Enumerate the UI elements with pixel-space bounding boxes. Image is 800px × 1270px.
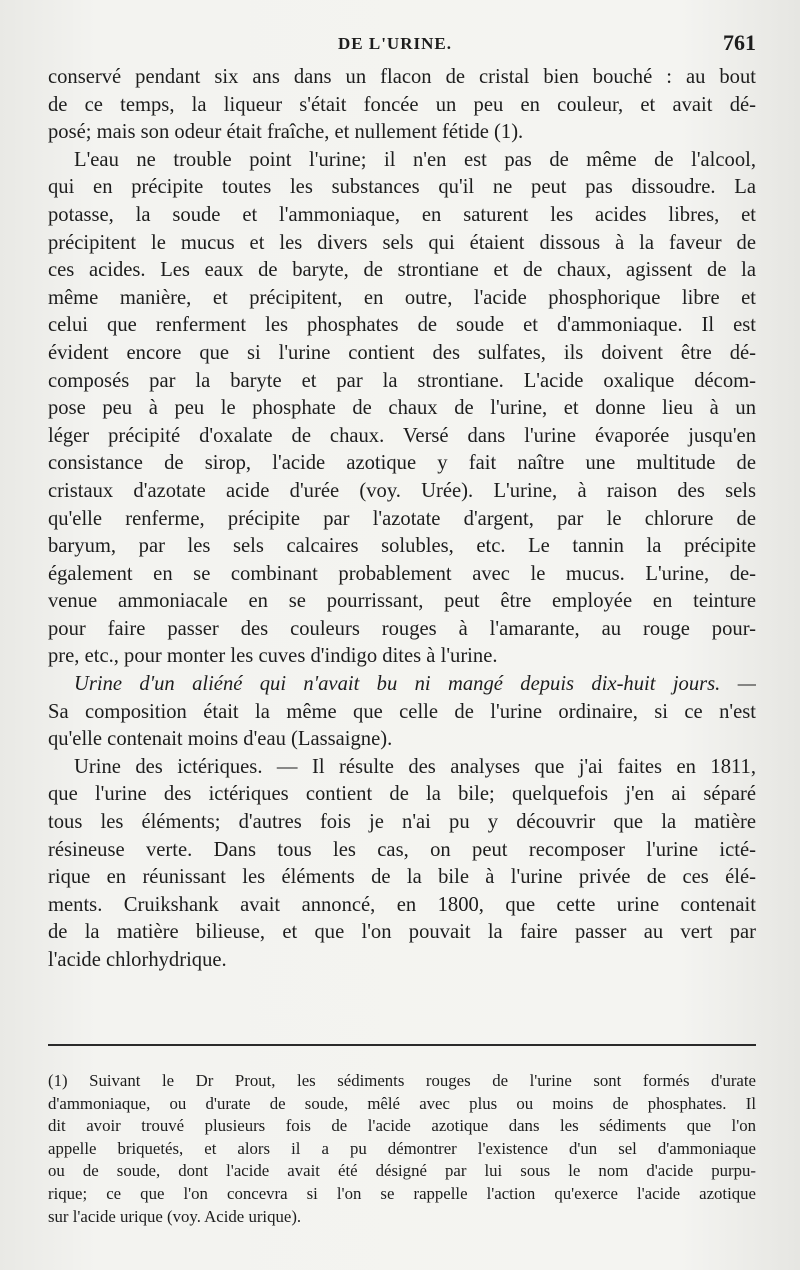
- text-line: Urine des ictériques. — Il résulte des analyses que j'ai faites en 1811,: [74, 755, 756, 778]
- text-line: pour faire passer des couleurs rouges à l'amarante, au rouge pour-: [48, 617, 756, 640]
- text-line: baryum, par les sels calcaires solubles, etc. Le tannin la précipite: [48, 535, 756, 558]
- footnote-line: dit avoir trouvé plusieurs fois de l'acide azotique dans les sédiments que l'on: [48, 1116, 756, 1136]
- footnote-line: ou de soude, dont l'acide avait été désigné par lui sous le nom d'acide purpu-: [48, 1161, 756, 1181]
- text-line: pre, etc., pour monter les cuves d'indigo dites à l'urine.: [48, 645, 498, 668]
- text-line: que l'urine des ictériques contient de la bile; quelquefois j'en ai séparé: [48, 783, 756, 806]
- text-line: celui que renferment les phosphates de soude et d'ammoniaque. Il est: [48, 314, 756, 337]
- footnote-line: d'ammoniaque, ou d'urate de soude, mêlé avec plus ou moins de phosphates. Il: [48, 1093, 756, 1113]
- text-line: conservé pendant six ans dans un flacon de cristal bien bouché : au bout: [48, 66, 756, 88]
- text-line: de ce temps, la liqueur s'était foncée un peu en couleur, et avait dé-: [48, 93, 756, 116]
- text-line: L'eau ne trouble point l'urine; il n'en est pas de même de l'alcool,: [74, 148, 756, 171]
- text-line: tous les éléments; d'autres fois je n'ai pu y découvrir que la matière: [48, 811, 756, 834]
- text-line: potasse, la soude et l'ammoniaque, en saturent les acides libres, et: [48, 203, 756, 226]
- text-line: Urine d'un aliéné qui n'avait bu ni mangé depuis dix-huit jours. —: [74, 673, 756, 696]
- text-line: l'acide chlorhydrique.: [48, 949, 227, 971]
- footnote-line: sur l'acide urique (voy. Acide urique).: [48, 1206, 302, 1226]
- footnote: [48, 1070, 756, 1228]
- text-line: évident encore que si l'urine contient des sulfates, ils doivent être dé-: [48, 341, 756, 364]
- main-text: [48, 64, 756, 975]
- text-line: posé; mais son odeur était fraîche, et nullement fétide (1).: [48, 121, 524, 144]
- page-number: 761: [723, 30, 756, 55]
- text-line: même manière, et précipitent, en outre, l'acide phosphorique libre et: [48, 286, 756, 309]
- text-line: qu'elle renferme, précipite par l'azotate d'argent, par le chlorure de: [48, 507, 756, 530]
- text-line: résineuse verte. Dans tous les cas, on peut recomposer l'urine icté-: [48, 838, 756, 861]
- footnote-line: (1) Suivant le Dr Prout, les sédiments rouges de l'urine sont formés d'urate: [48, 1071, 756, 1090]
- text-line: Sa composition était la même que celle de l'urine ordinaire, si ce n'est: [48, 700, 756, 723]
- text-line: également en se combinant probablement avec le mucus. L'urine, de-: [48, 562, 756, 585]
- text-line: consistance de sirop, l'acide azotique y fait naître une multitude de: [48, 452, 756, 475]
- text-line: qu'elle contenait moins d'eau (Lassaigne).: [48, 728, 393, 751]
- footnote-line: rique; ce que l'on concevra si l'on se rappelle l'action qu'exerce l'acide azotique: [48, 1183, 756, 1203]
- text-line: ments. Cruikshank avait annoncé, en 1800, que cette urine contenait: [48, 893, 756, 916]
- text-line: qui en précipite toutes les substances qu'il ne peut pas dissoudre. La: [48, 176, 756, 199]
- text-line: ces acides. Les eaux de baryte, de strontiane et de chaux, agissent de la: [48, 259, 756, 282]
- text-line: cristaux d'azotate acide d'urée (voy. Urée). L'urine, à raison des sels: [48, 479, 756, 502]
- text-line: rique en réunissant les éléments de la bile à l'urine privée de ces élé-: [48, 866, 756, 889]
- footnote-rule: [48, 1044, 756, 1046]
- page-header: [48, 30, 756, 64]
- text-line: léger précipité d'oxalate de chaux. Versé dans l'urine évaporée jusqu'en: [48, 424, 756, 447]
- text-line: composés par la baryte et par la strontiane. L'acide oxalique décom-: [48, 369, 756, 392]
- footnote-line: appelle briquetés, et alors il a pu démontrer l'existence d'un sel d'ammoniaque: [48, 1138, 756, 1158]
- text-line: précipitent le mucus et les divers sels qui étaient dissous à la faveur de: [48, 231, 756, 254]
- text-line: de la matière bilieuse, et que l'on pouvait la faire passer au vert par: [48, 921, 756, 944]
- text-line: pose peu à peu le phosphate de chaux de l'urine, et donne lieu à un: [48, 397, 756, 420]
- text-line: venue ammoniacale en se pourrissant, peut être employée en teinture: [48, 590, 756, 613]
- running-head: DE L'URINE.: [338, 34, 452, 53]
